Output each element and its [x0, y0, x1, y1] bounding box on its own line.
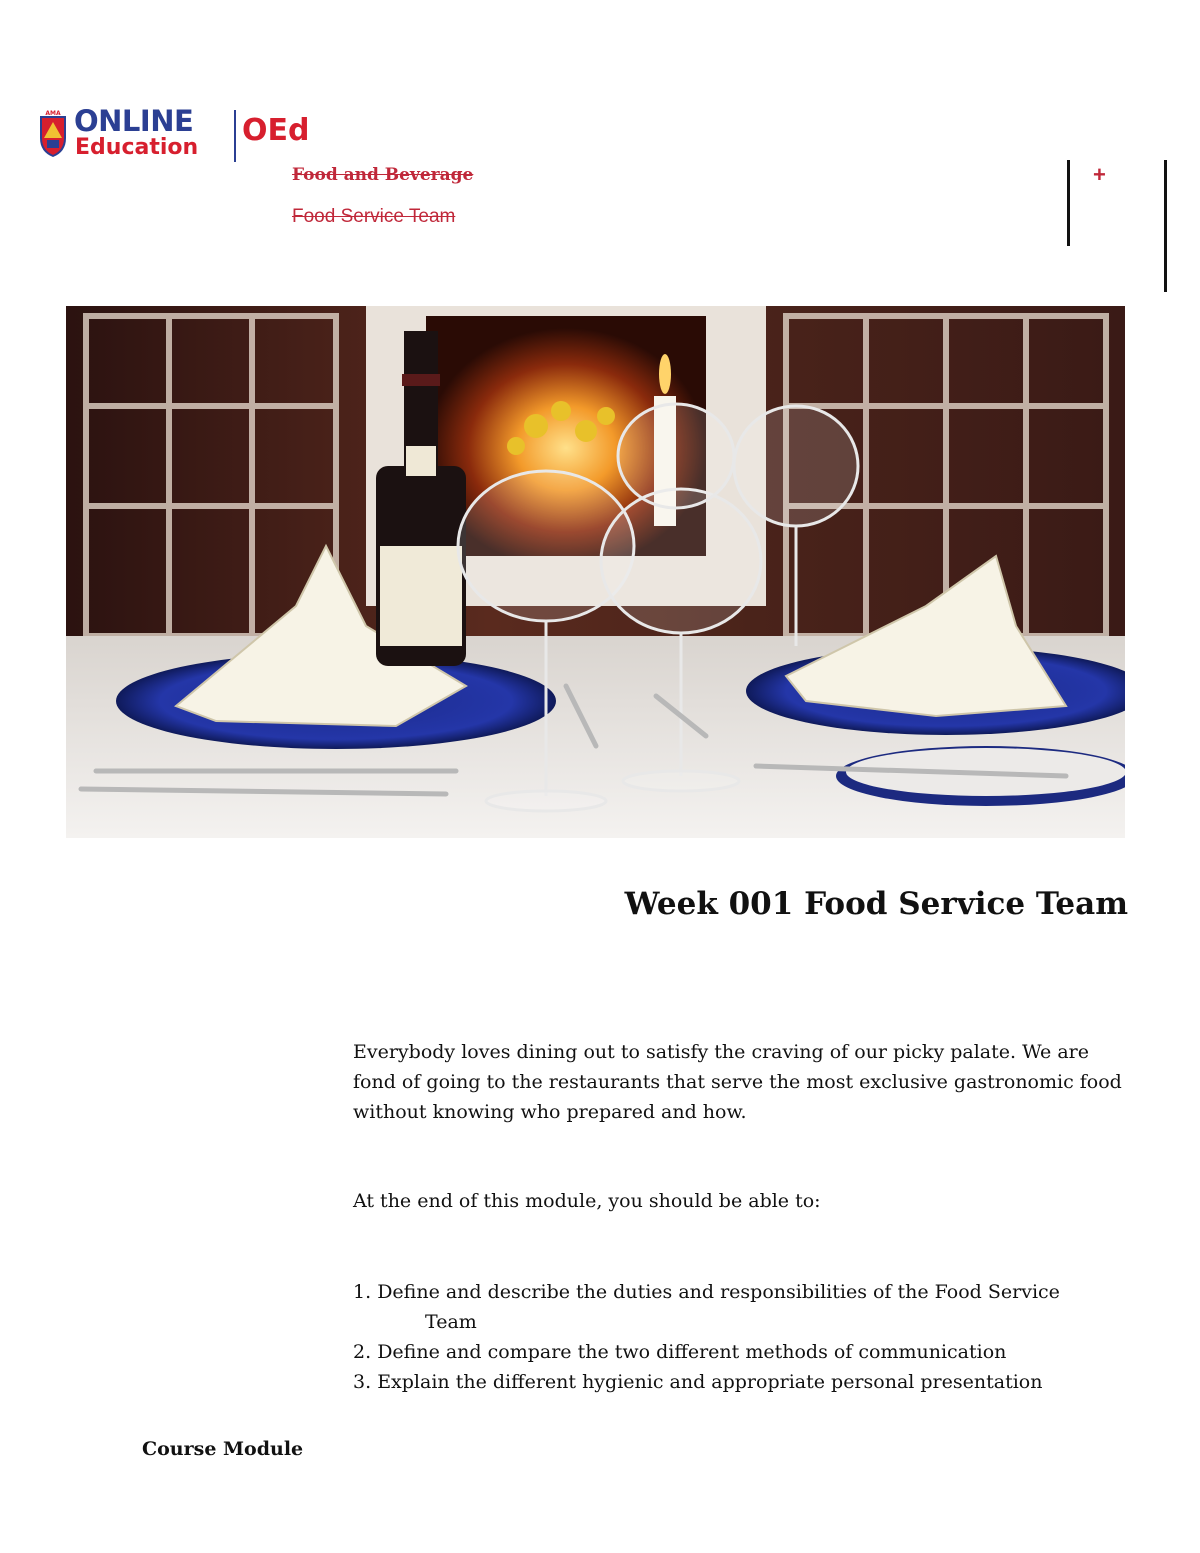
page-title: Week 001 Food Service Team — [624, 886, 1128, 922]
logo-online-text: ONLINE — [74, 104, 194, 138]
intro-paragraph: Everybody loves dining out to satisfy the craving of our picky palate. We are fond of going to the restaurants that serve the most exclusive gastronomic food without knowing who prepared and how. — [353, 1041, 1122, 1123]
header-topic: Food Service Team — [292, 206, 456, 227]
logo-oed-text: OEd — [242, 113, 310, 148]
objectives-list — [353, 1277, 1113, 1397]
objective-text: Define and compare the two different methods of communication — [377, 1341, 1007, 1363]
header-plus: + — [1093, 162, 1106, 187]
logo-education-text: Education — [75, 135, 199, 160]
header-subject: Food and Beverage — [292, 165, 474, 185]
objectives-lead: At the end of this module, you should be able to: — [353, 1190, 821, 1212]
objective-text-continued: Team — [425, 1311, 477, 1333]
header-divider-right — [1164, 160, 1167, 292]
footer-course-module: Course Module — [142, 1438, 304, 1460]
list-item — [353, 1337, 1113, 1367]
shield-icon — [38, 110, 68, 158]
objective-text: Define and describe the duties and responsibilities of the Food Service — [377, 1281, 1060, 1303]
objective-text: Explain the different hygienic and appropriate personal presentation — [377, 1371, 1043, 1393]
svg-text:AMA: AMA — [45, 110, 61, 117]
header-divider-left — [1067, 160, 1070, 246]
logo — [38, 104, 310, 162]
objective-number: 2. — [353, 1341, 372, 1363]
logo-separator — [234, 110, 236, 162]
objective-number: 3. — [353, 1371, 372, 1393]
list-item — [353, 1277, 1113, 1337]
list-item — [353, 1367, 1113, 1397]
objective-number: 1. — [353, 1281, 372, 1303]
hero-image — [66, 306, 1125, 838]
